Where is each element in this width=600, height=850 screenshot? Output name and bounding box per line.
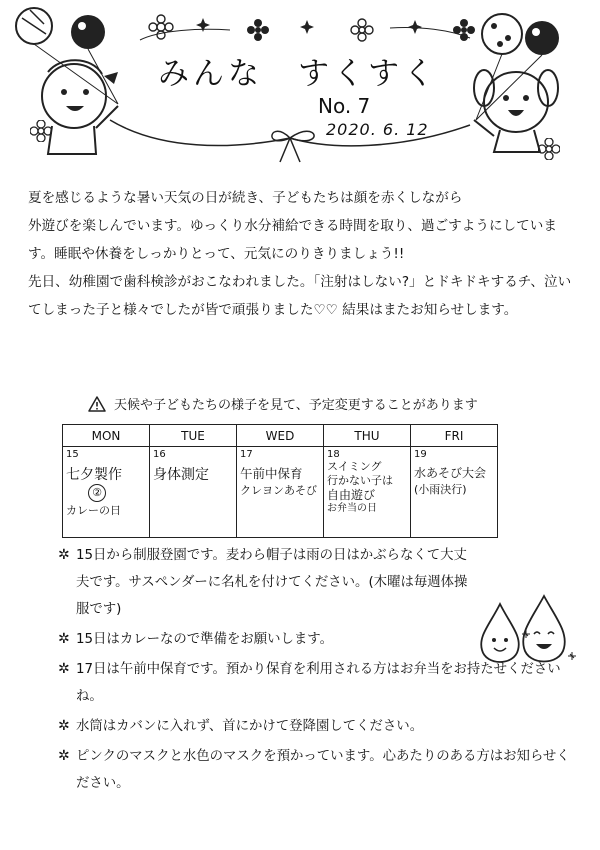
flower-icon [350, 18, 374, 42]
star-bullet-icon: ✲ [58, 547, 70, 563]
star-bullet-icon: ✲ [58, 748, 70, 764]
header [0, 0, 600, 175]
schedule-cell-mon [63, 447, 150, 538]
star-icon [196, 18, 210, 32]
water-drop-characters-illustration [470, 594, 580, 674]
schedule-notice [88, 394, 478, 413]
event-text: お弁当の日 [327, 503, 377, 514]
flower-icon [246, 18, 270, 42]
day-header-fri: FRI [411, 425, 498, 447]
day-header-mon: MON [63, 425, 150, 447]
event-text: 七夕製作 [66, 467, 122, 483]
event-text: カレーの日 [66, 504, 121, 517]
day-number: 19 [414, 449, 427, 460]
note-text: 15日はカレーなので準備をお願いします。 [76, 632, 333, 647]
star-bullet-icon: ✲ [58, 718, 70, 734]
schedule-cell-thu [324, 447, 411, 538]
newsletter-title: みんな すくすく [158, 56, 438, 92]
event-text: クレヨンあそび [240, 484, 317, 497]
day-number: 17 [240, 449, 253, 460]
warning-icon [88, 396, 106, 412]
star-bullet-icon: ✲ [58, 661, 70, 677]
note-text: ピンクのマスクと水色のマスクを預かっています。心あたりのある方はお知らせください。 [76, 749, 570, 791]
event-text: 身体測定 [153, 467, 209, 483]
star-icon [300, 20, 314, 34]
event-text: (小雨決行) [414, 483, 467, 496]
day-header-thu: THU [324, 425, 411, 447]
child-with-balloons-illustration [0, 4, 150, 164]
circled-number: ② [88, 484, 106, 502]
event-text: 自由遊び [327, 488, 376, 502]
day-header-wed: WED [237, 425, 324, 447]
event-text: 午前中保育 [240, 466, 303, 481]
dog-with-balloons-illustration [464, 2, 594, 162]
intro-text [28, 184, 580, 324]
list-item [58, 542, 476, 623]
note-text: 17日は午前中保育です。預かり保育を利用される方はお弁当をお持たせくださいね。 [76, 662, 561, 704]
issue-number: No. 7 [318, 94, 371, 118]
intro-paragraph: 先日、幼稚園で歯科検診がおこなわれました。「注射はしない?」とドキドキするチ、泣いてしまった子と様々でしたが皆で頑張りました♡♡ 結果はまたお知らせします。 [28, 274, 572, 318]
flower-icon [148, 14, 174, 40]
list-item [58, 713, 578, 740]
day-number: 16 [153, 449, 166, 460]
day-number: 18 [327, 449, 340, 460]
event-text: スイミング [327, 460, 382, 473]
intro-paragraph: 外遊びを楽しんでいます。ゆっくり水分補給できる時間を取り、過ごすようにしています。睡眠や休養をしっかりとって、元気にのりきりましょう!! [28, 218, 557, 262]
table-header-row [63, 425, 498, 447]
list-item [58, 743, 578, 797]
schedule-cell-wed [237, 447, 324, 538]
day-header-tue: TUE [150, 425, 237, 447]
event-text: 水あそび大会 [414, 466, 487, 480]
issue-date: 2020. 6. 12 [326, 120, 429, 139]
weekly-schedule-table [62, 424, 498, 538]
schedule-cell-fri [411, 447, 498, 538]
notice-text: 天候や子どもたちの様子を見て、予定変更することがあります [114, 398, 478, 413]
note-text: 15日から制服登園です。麦わら帽子は雨の日はかぶらなくて大丈夫です。サスペンダーに名札を付けてください。(木曜は毎週体操服です) [76, 548, 468, 617]
note-text: 水筒はカバンに入れず、首にかけて登降園してください。 [76, 719, 424, 734]
intro-paragraph: 夏を感じるような暑い天気の日が続き、子どもたちは顔を赤くしながら [28, 190, 463, 206]
event-text: 行かない子は [327, 474, 393, 487]
star-icon [408, 20, 422, 34]
day-number: 15 [66, 449, 79, 460]
star-bullet-icon: ✲ [58, 631, 70, 647]
table-row [63, 447, 498, 538]
schedule-cell-tue [150, 447, 237, 538]
